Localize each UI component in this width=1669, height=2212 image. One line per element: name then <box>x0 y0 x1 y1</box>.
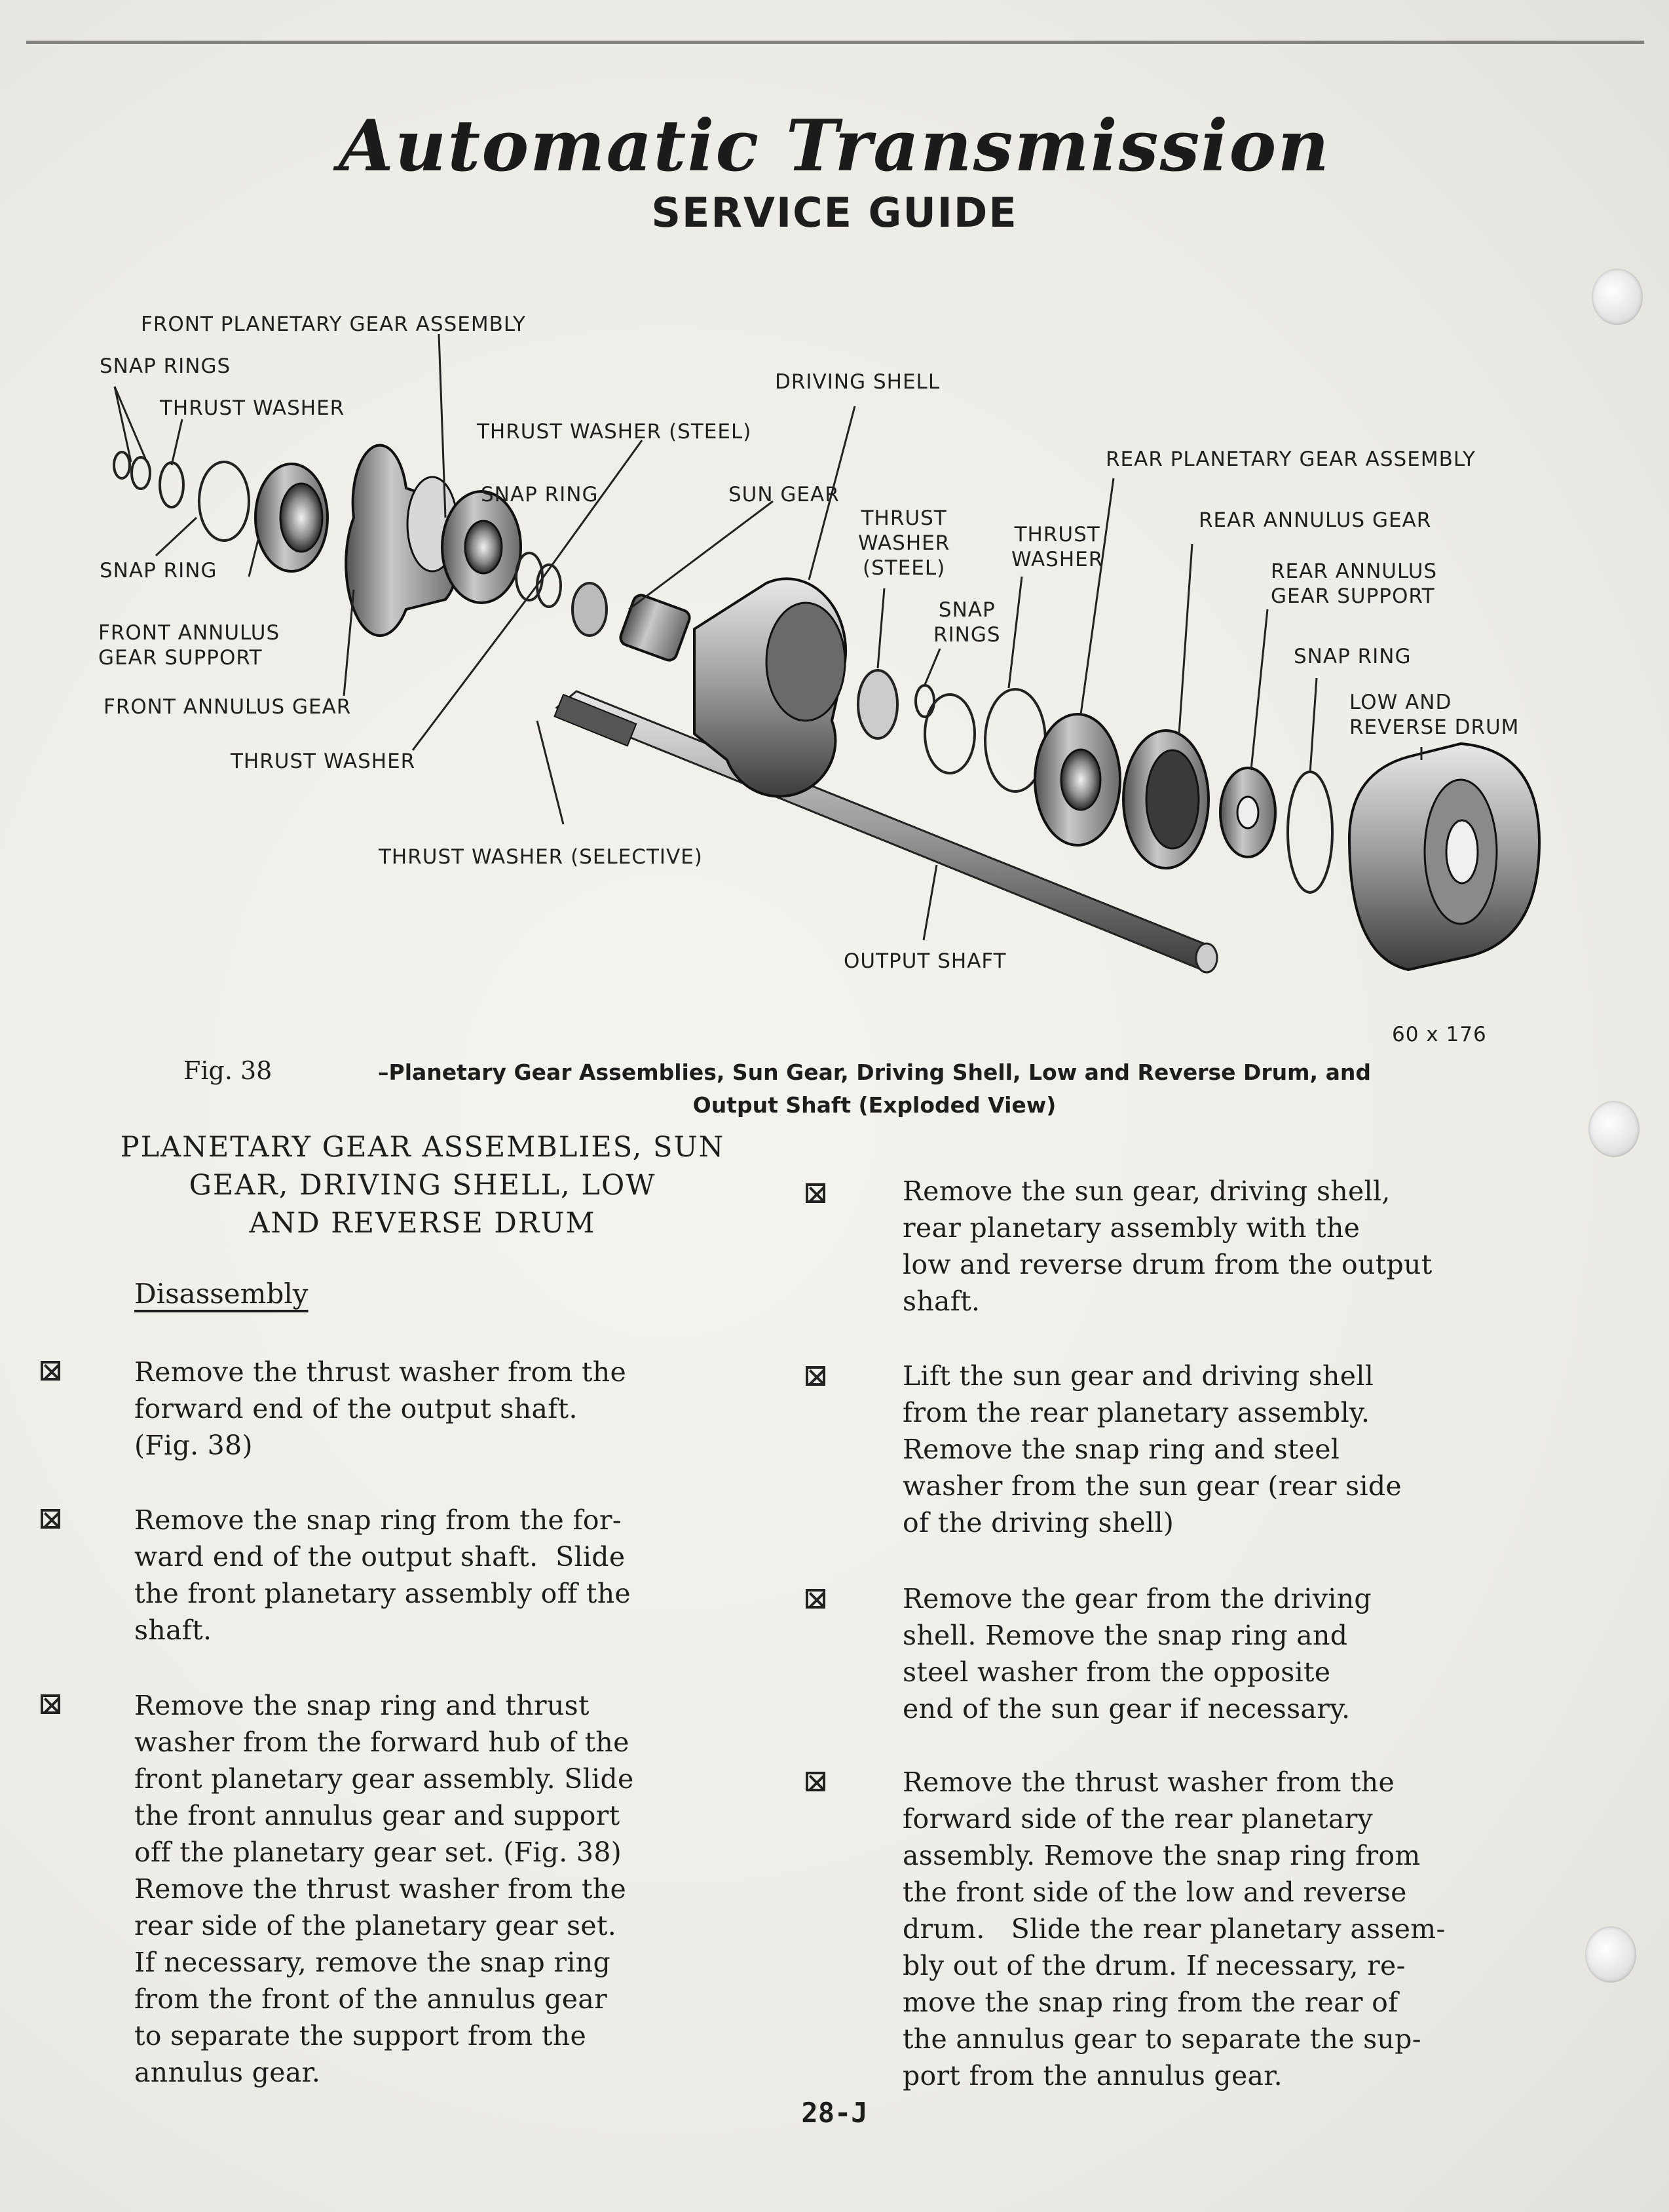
step-marker-icon <box>41 1361 60 1381</box>
label-snap-ring-left: SNAP RING <box>100 559 217 582</box>
label-low-and-reverse-drum: LOW AND REVERSE DRUM <box>1349 691 1520 739</box>
label-rear-annulus-gear-support: REAR ANNULUS GEAR SUPPORT <box>1271 560 1438 608</box>
label-thrust-washer-steel-top: THRUST WASHER (STEEL) <box>477 420 752 444</box>
page-subtitle: SERVICE GUIDE <box>651 189 1018 237</box>
label-rear-annulus-gear: REAR ANNULUS GEAR <box>1199 508 1432 532</box>
front-annulus-gear-support-part <box>442 491 521 603</box>
step-marker-icon <box>41 1509 60 1529</box>
figure-code: 60 x 176 <box>1392 1023 1487 1046</box>
figure-caption: –Planetary Gear Assemblies, Sun Gear, Driving Shell, Low and Reverse Drum, and Output Shaft (Exploded View) <box>378 1059 1371 1118</box>
label-snap-ring-mid: SNAP RING <box>481 483 599 506</box>
rear-annulus-gear-support-part <box>1220 768 1275 857</box>
section-subheading: Disassembly <box>134 1278 309 1310</box>
right-step-3: Remove the gear from the driving shell. Remove the snap ring and steel washer from the opposite end of the sun gear if necessary. <box>903 1583 1372 1725</box>
left-step-1: Remove the thrust washer from the forward end of the output shaft. (Fig. 38) <box>134 1356 627 1461</box>
label-output-shaft: OUTPUT SHAFT <box>844 949 1007 973</box>
step-marker-icon <box>806 1366 825 1386</box>
right-step-2: Lift the sun gear and driving shell from the rear planetary assembly. Remove the snap ring and steel washer from the sun gear (rear side of the driving shell) <box>903 1360 1402 1538</box>
low-and-reverse-drum-part <box>1349 744 1539 970</box>
label-front-annulus-gear-support: FRONT ANNULUS GEAR SUPPORT <box>98 621 280 670</box>
rear-snap-ring-part <box>1288 772 1332 892</box>
label-snap-rings-right: SNAP RINGS <box>933 598 1001 647</box>
label-thrust-washer-steel-right: THRUST WASHER (STEEL) <box>858 506 950 580</box>
figure-number: Fig. 38 <box>183 1056 272 1085</box>
section-heading: PLANETARY GEAR ASSEMBLIES, SUN GEAR, DRIVING SHELL, LOW AND REVERSE DRUM <box>120 1131 725 1240</box>
page-title: Automatic Transmission <box>339 105 1330 187</box>
step-marker-icon <box>806 1589 825 1609</box>
label-snap-ring-right: SNAP RING <box>1294 645 1412 668</box>
thrust-washers-rear <box>858 670 1045 791</box>
front-planetary-gear-part <box>255 464 328 571</box>
small-snap-rings <box>114 452 249 541</box>
label-thrust-washer-right: THRUST WASHER <box>1011 523 1104 571</box>
label-thrust-washer-top: THRUST WASHER <box>160 396 345 420</box>
label-snap-rings-left: SNAP RINGS <box>100 354 231 378</box>
page-number: 28-J <box>801 2097 868 2129</box>
left-step-3: Remove the snap ring and thrust washer from the forward hub of the front planetary gear assembly. Slide the front annulus gear and support off the planetary gear set. (Fig. 38) Remove the thrust washer from the rear side of the planetary gear set. If necessary, remove the snap ring from the front of the annulus gear to separate the support from the annulus gear. <box>134 1690 634 2088</box>
label-driving-shell: DRIVING SHELL <box>775 370 941 394</box>
rear-planetary-gear-part <box>1035 714 1120 845</box>
label-thrust-washer-lower: THRUST WASHER <box>231 750 416 773</box>
right-step-4: Remove the thrust washer from the forward side of the rear planetary assembly. Remove the snap ring from the front side of the low and reverse drum. Slide the rear planetary assem- bly out of the drum. If necessary, re- move the snap ring from the rear of the annulus gear to separate the sup- port from the annulus gear. <box>903 1766 1446 2091</box>
label-thrust-washer-selective: THRUST WASHER (SELECTIVE) <box>379 845 703 869</box>
right-step-1: Remove the sun gear, driving shell, rear planetary assembly with the low and reverse drum from the output shaft. <box>903 1175 1433 1317</box>
rear-annulus-gear-part <box>1123 731 1209 868</box>
label-rear-planetary-gear-assembly: REAR PLANETARY GEAR ASSEMBLY <box>1106 448 1476 471</box>
step-marker-icon <box>41 1694 60 1714</box>
sun-gear-part <box>618 593 692 662</box>
left-step-2: Remove the snap ring from the for- ward end of the output shaft. Slide the front planetary assembly off the shaft. <box>134 1504 631 1646</box>
label-sun-gear: SUN GEAR <box>728 483 840 506</box>
label-front-annulus-gear: FRONT ANNULUS GEAR <box>103 695 352 719</box>
step-marker-icon <box>806 1183 825 1203</box>
step-marker-icon <box>806 1772 825 1791</box>
label-front-planetary-gear-assembly: FRONT PLANETARY GEAR ASSEMBLY <box>141 313 526 336</box>
